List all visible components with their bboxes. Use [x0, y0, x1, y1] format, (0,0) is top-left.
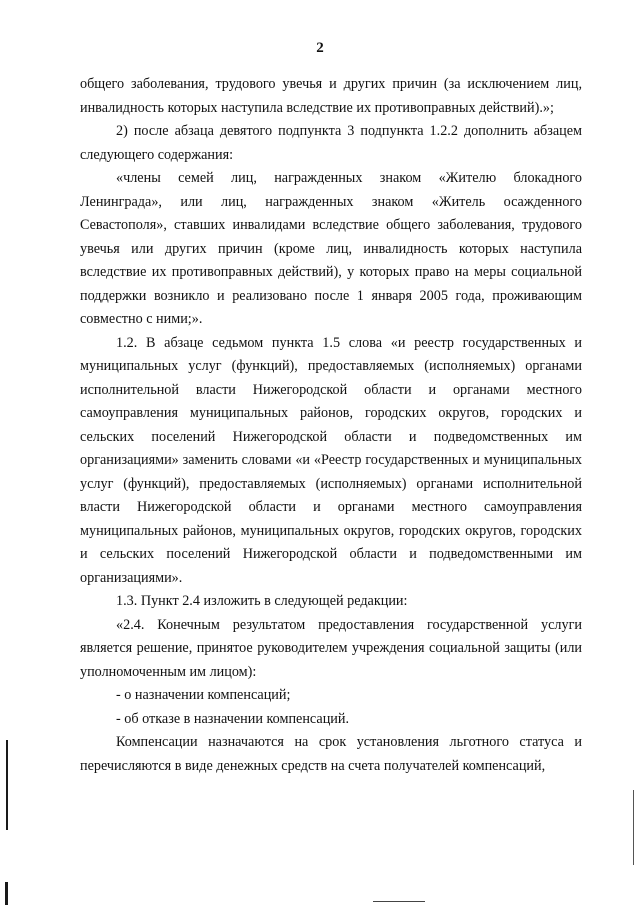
- scan-edge-mark: [5, 882, 8, 905]
- paragraph-continuation: общего заболевания, трудового увечья и других причин (за исключением лиц, инвалидность которых наступила вследствие их противоправных действий).»;: [80, 76, 582, 116]
- list-item-grant: - о назначении компенсаций;: [116, 687, 291, 703]
- paragraph-compensation: Компенсации назначаются на срок установления льготного статуса и перечисляются в виде денежных средств на счета получателей компенсаций,: [80, 734, 582, 774]
- paragraph-amendment-2: 2) после абзаца девятого подпункта 3 подпункта 1.2.2 дополнить абзацем следующего содержания:: [80, 123, 582, 163]
- paragraph-section-1-3: 1.3. Пункт 2.4 изложить в следующей редакции:: [116, 593, 408, 609]
- scan-edge-mark: [373, 901, 425, 902]
- paragraph-section-2-4: «2.4. Конечным результатом предоставления государственной услуги является решение, принятое руководителем учреждения социальной защиты (или уполномоченным им лицом):: [80, 616, 582, 680]
- scan-edge-mark: [633, 790, 634, 865]
- scan-edge-mark: [6, 740, 8, 830]
- paragraph-quoted-addition: «члены семей лиц, награжденных знаком «Жителю блокадного Ленинграда», или лиц, награжденных знаком «Житель осажденного Севастополя», ставших инвалидами вследствие общего заболевания, трудового увечья или других причин (кроме лиц, инвалидность которых наступила вследствие их противоправных действий), у которых право на меры социальной поддержки возникло и реализовано после 1 января 2005 года, проживающим совместно с ними;».: [80, 170, 582, 327]
- paragraph-section-1-2: 1.2. В абзаце седьмом пункта 1.5 слова «и реестр государственных и муниципальных услуг (функций), предоставляемых (исполняемых) органами исполнительной власти Нижегородской области и органами местного самоуправления муниципальных районов, городских округов, городских и сельских поселений Нижегородской области и подведомственных им организациями» заменить словами «и «Реестр государственных и муниципальных услуг (функций), предоставляемых (исполняемых) органами исполнительной власти Нижегородской области и органами местного самоуправления муниципальных районов, муниципальных округов, городских округов, городских и сельских поселений Нижегородской области и подведомственными им организациями».: [80, 334, 582, 586]
- page-number: 2: [316, 40, 324, 56]
- document-body: [80, 73, 582, 778]
- list-item-refusal: - об отказе в назначении компенсаций.: [116, 710, 350, 727]
